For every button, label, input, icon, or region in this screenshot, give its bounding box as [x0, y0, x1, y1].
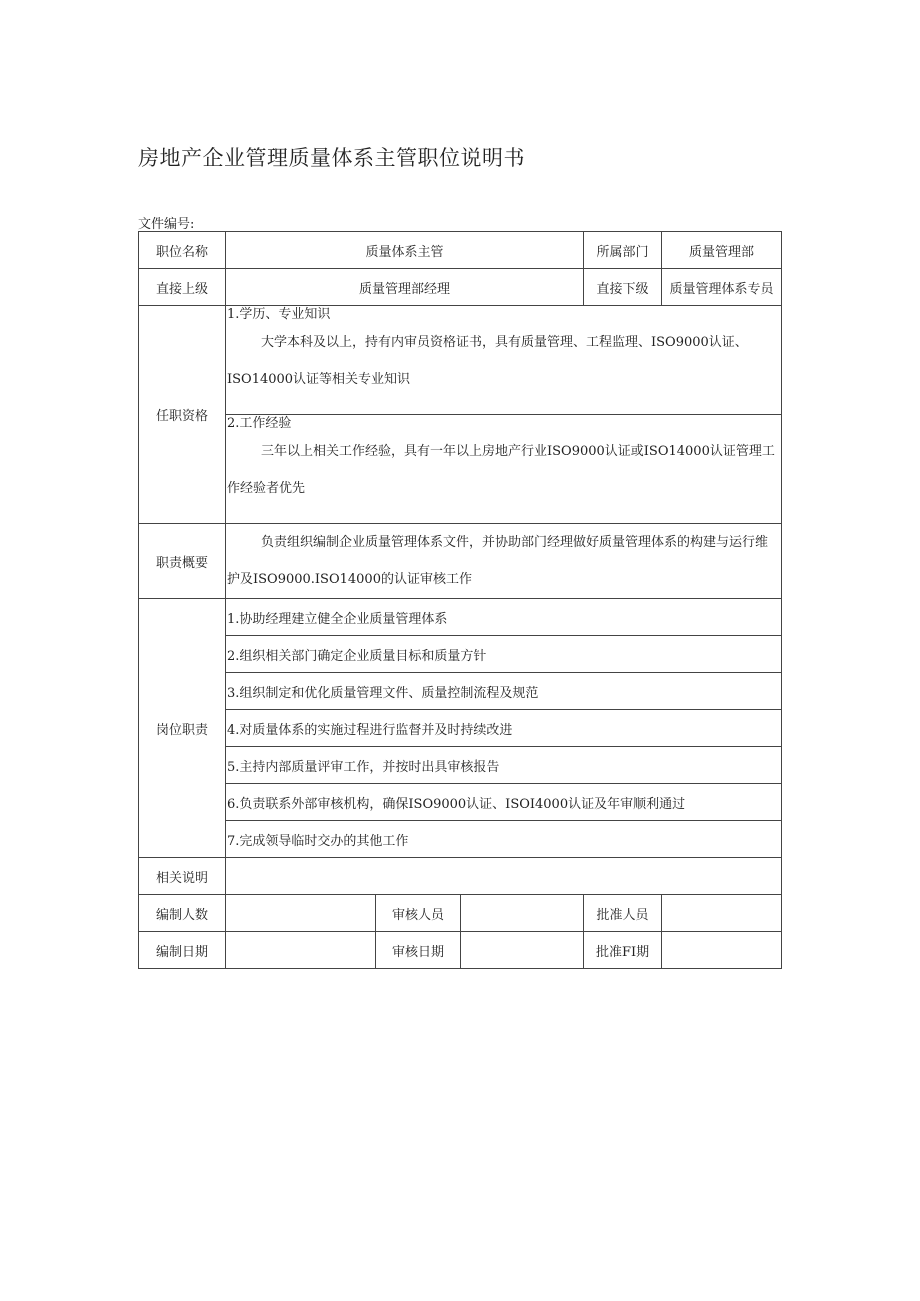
duty-row [139, 636, 782, 673]
qualifications-label: 任职资格 [139, 306, 226, 524]
duty-item: 6.负责联系外部审核机构，确保ISO9000认证、ISOI4000认证及年审顺利通过 [226, 784, 782, 821]
education-text: 大学本科及以上，持有内审员资格证书，具有质量管理、工程监理、ISO9000认证、ISO14000认证等相关专业知识 [227, 335, 748, 387]
document-number-label: 文件编号: [138, 217, 195, 232]
reviewer-label: 审核人员 [376, 895, 461, 932]
approval-date-value [662, 932, 782, 969]
review-date-value [461, 932, 584, 969]
job-description-table [138, 231, 782, 969]
author-count-value [226, 895, 376, 932]
notes-row [139, 858, 782, 895]
duty-row [139, 784, 782, 821]
qualification-education-row [139, 306, 782, 415]
position-name-value: 质量体系主管 [226, 232, 584, 269]
duty-row [139, 599, 782, 636]
position-row [139, 232, 782, 269]
experience-text: 三年以上相关工作经验，具有一年以上房地产行业ISO9000认证或ISO14000认证管理工作经验者优先 [227, 444, 775, 496]
position-name-label: 职位名称 [139, 232, 226, 269]
approval-date-label: 批准FI期 [584, 932, 662, 969]
author-count-label: 编制人数 [139, 895, 226, 932]
notes-value [226, 858, 782, 895]
duty-item: 7.完成领导临时交办的其他工作 [226, 821, 782, 858]
superior-row [139, 269, 782, 306]
duty-item: 4.对质量体系的实施过程进行监督并及时持续改进 [226, 710, 782, 747]
reviewer-value [461, 895, 584, 932]
review-date-label: 审核日期 [376, 932, 461, 969]
signoff-people-row [139, 895, 782, 932]
summary-cell [226, 524, 782, 599]
duty-row [139, 747, 782, 784]
summary-row [139, 524, 782, 599]
direct-subordinate-value: 质量管理体系专员 [662, 269, 782, 306]
duty-item: 2.组织相关部门确定企业质量目标和质量方针 [226, 636, 782, 673]
experience-cell [226, 415, 782, 524]
education-heading: 1.学历、专业知识 [227, 307, 331, 322]
duty-item: 1.协助经理建立健全企业质量管理体系 [226, 599, 782, 636]
direct-subordinate-label: 直接下级 [584, 269, 662, 306]
duty-row [139, 821, 782, 858]
qualification-experience-row [139, 415, 782, 524]
duty-row [139, 710, 782, 747]
signoff-dates-row [139, 932, 782, 969]
author-date-label: 编制日期 [139, 932, 226, 969]
page-title: 房地产企业管理质量体系主管职位说明书 [138, 146, 525, 170]
duty-item: 5.主持内部质量评审工作，并按时出具审核报告 [226, 747, 782, 784]
department-label: 所属部门 [584, 232, 662, 269]
experience-heading: 2.工作经验 [227, 416, 292, 431]
summary-text: 负责组织编制企业质量管理体系文件，并协助部门经理做好质量管理体系的构建与运行维护及ISO9000.ISO14000的认证审核工作 [227, 535, 769, 587]
approver-label: 批准人员 [584, 895, 662, 932]
education-cell [226, 306, 782, 415]
author-date-value [226, 932, 376, 969]
notes-label: 相关说明 [139, 858, 226, 895]
direct-superior-label: 直接上级 [139, 269, 226, 306]
approver-value [662, 895, 782, 932]
department-value: 质量管理部 [662, 232, 782, 269]
summary-label: 职责概要 [139, 524, 226, 599]
duty-item: 3.组织制定和优化质量管理文件、质量控制流程及规范 [226, 673, 782, 710]
direct-superior-value: 质量管理部经理 [226, 269, 584, 306]
duty-row [139, 673, 782, 710]
duties-label: 岗位职责 [139, 599, 226, 858]
